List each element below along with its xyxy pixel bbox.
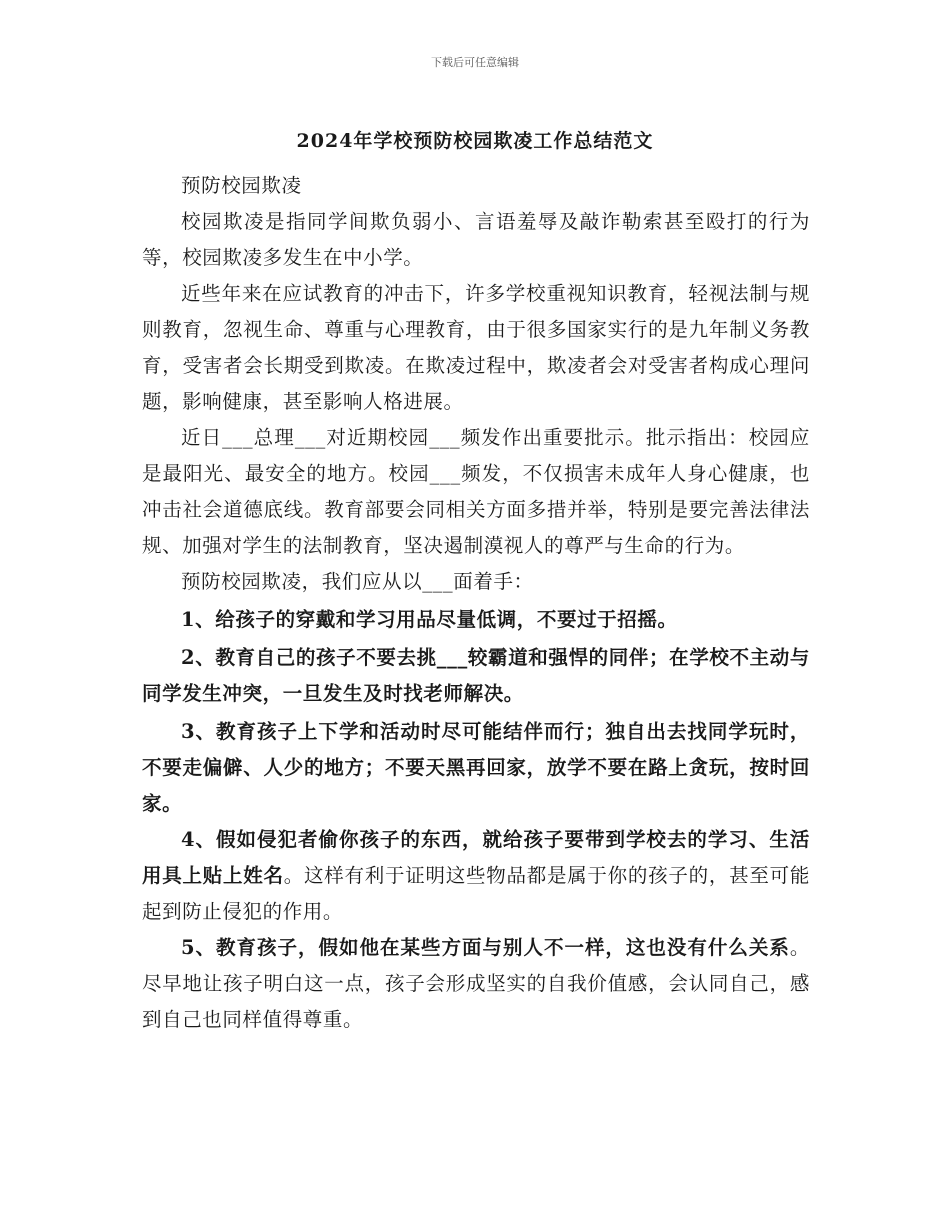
- list-item-1: 1、给孩子的穿戴和学习用品尽量低调，不要过于招摇。: [181, 608, 678, 631]
- list-item-3: 3、教育孩子上下学和活动时尽可能结伴而行；独自出去找同学玩时，不要走偏僻、人少的地方；不要天黑再回家，放学不要在路上贪玩，按时回家。: [142, 720, 810, 815]
- paragraph-section-heading: 预防校园欺凌: [181, 174, 302, 197]
- list-item-4-bold: 4、假如侵犯者偷你孩子的东西，就给孩子要带到学校去的学习、生活用具上贴上姓名: [142, 828, 810, 887]
- paragraph-definition: 校园欺凌是指同学间欺负弱小、言语羞辱及敲诈勒索甚至殴打的行为等，校园欺凌多发生在中小学。: [142, 210, 810, 269]
- paragraph-background: 近些年来在应试教育的冲击下，许多学校重视知识教育，轻视法制与规则教育，忽视生命、尊重与心理教育，由于很多国家实行的是九年制义务教育，受害者会长期受到欺凌。在欺凌过程中，欺凌者会对受害者构成心理问题，影响健康，甚至影响人格进展。: [142, 282, 810, 413]
- list-item-4: [142, 822, 810, 930]
- page-header-note: 下载后可任意编辑: [431, 56, 519, 69]
- list-item-5-rest: 。尽早地让孩子明白这一点，孩子会形成坚实的自我价值感，会认同自己，感到自己也同样值得尊重。: [142, 936, 810, 1031]
- list-item-5: [142, 930, 810, 1038]
- document-body: [142, 168, 810, 1038]
- list-item-5-bold: 5、教育孩子，假如他在某些方面与别人不一样，这也没有什么关系: [181, 936, 790, 959]
- document-title: 2024年学校预防校园欺凌工作总结范文: [296, 130, 654, 152]
- list-item-2: 2、教育自己的孩子不要去挑___较霸道和强悍的同伴；在学校不主动与同学发生冲突，一旦发生及时找老师解决。: [142, 646, 810, 705]
- paragraph-instruction: 近日___总理___对近期校园___频发作出重要批示。批示指出：校园应是最阳光、最安全的地方。校园___频发，不仅损害未成年人身心健康，也冲击社会道德底线。教育部要会同相关方面多措并举，特别是要完善法律法规、加强对学生的法制教育，坚决遏制漠视人的尊严与生命的行为。: [142, 426, 810, 557]
- paragraph-intro-list: 预防校园欺凌，我们应从以___面着手：: [181, 570, 534, 593]
- list-item-4-rest: 。这样有利于证明这些物品都是属于你的孩子的，甚至可能起到防止侵犯的作用。: [142, 864, 810, 923]
